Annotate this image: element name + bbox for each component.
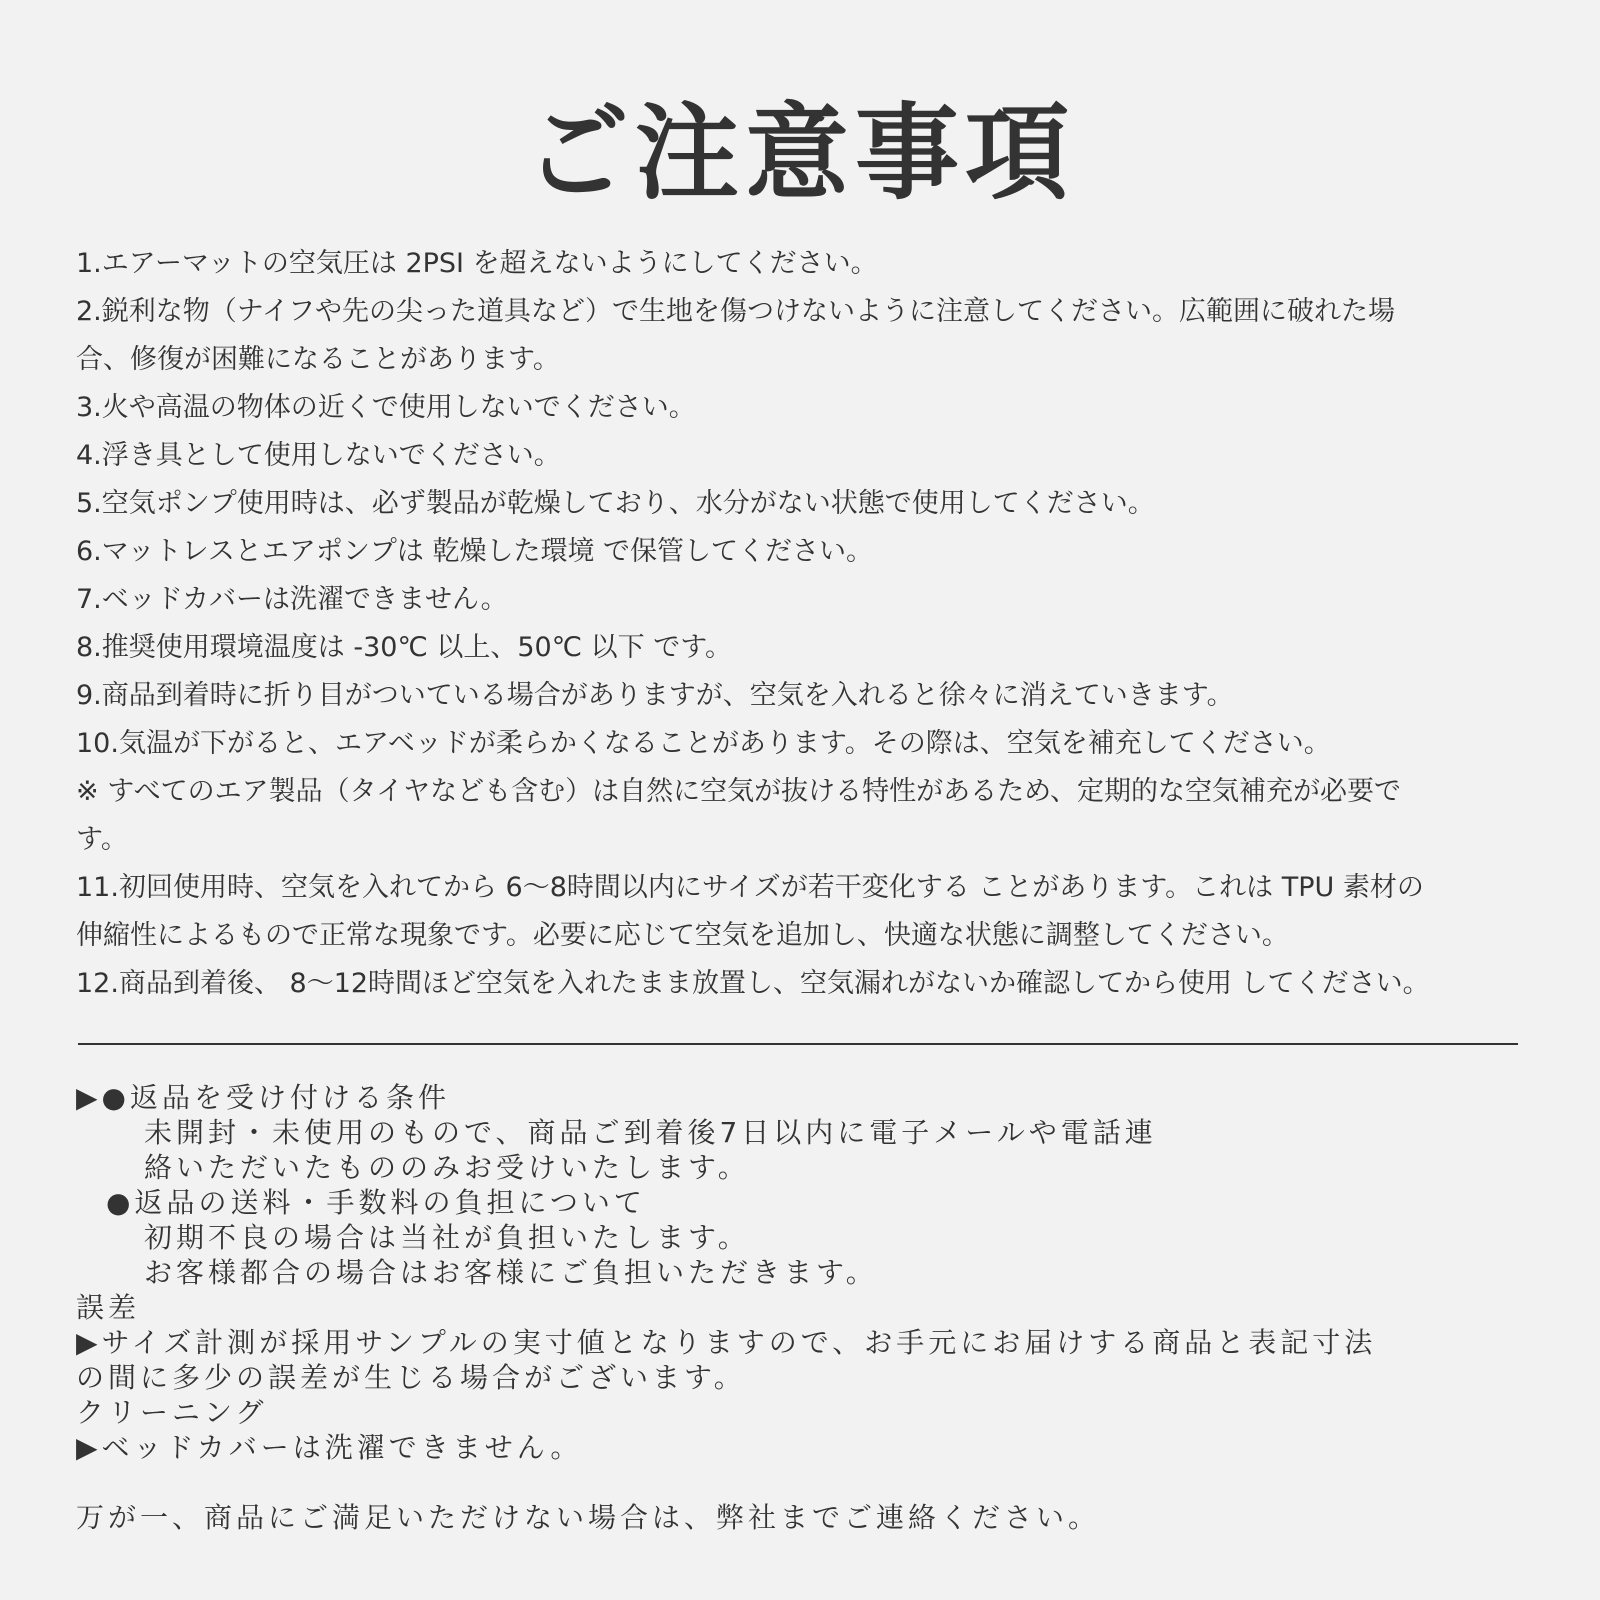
shipping-heading: 返品の送料・手数料の負担について (134, 1186, 646, 1219)
notice-line: 8.推奨使用環境温度は -30℃ 以上、50℃ 以下 です。 (76, 632, 733, 663)
notice-line: 7.ベッドカバーは洗濯できません。 (76, 584, 508, 615)
notice-line: す。 (76, 824, 128, 855)
notice-line: ※ すべてのエア製品（タイヤなども含む）は自然に空気が抜ける特性があるため、定期的な空気補充が必要で (76, 776, 1402, 807)
notice-line: 6.マットレスとエアポンプは 乾燥した環境 で保管してください。 (76, 536, 874, 567)
notice-line: 合、修復が困難になることがあります。 (76, 344, 560, 375)
notice-line: 4.浮き具として使用しないでください。 (76, 440, 561, 471)
notice-line: 9.商品到着時に折り目がついている場合がありますが、空気を入れると徐々に消えていきます。 (76, 680, 1234, 711)
shipping-heading-line (76, 1185, 1556, 1220)
return-heading: 返品を受け付ける条件 (129, 1081, 450, 1114)
return-heading-line (76, 1080, 1556, 1115)
error-text-line (76, 1325, 1556, 1360)
notice-list (76, 240, 1536, 1008)
notice-line: 3.火や高温の物体の近くで使用しないでください。 (76, 392, 696, 423)
shipping-text: お客様都合の場合はお客様にご負担いただきます。 (144, 1256, 878, 1289)
cleaning-text-line (76, 1430, 1556, 1465)
notice-line: 1.エアーマットの空気圧は 2PSI を超えないようにしてください。 (76, 248, 878, 279)
bullet-icon: ● (101, 1081, 130, 1114)
error-heading: 誤差 (76, 1291, 141, 1324)
notice-line: 2.鋭利な物（ナイフや先の尖った道具など）で生地を傷つけないように注意してください。広範囲に破れた場 (76, 296, 1396, 327)
shipping-text: 初期不良の場合は当社が負担いたします。 (144, 1221, 750, 1254)
error-text: の間に多少の誤差が生じる場合がございます。 (76, 1361, 746, 1394)
return-text: 未開封・未使用のもので、商品ご到着後7日以内に電子メールや電話連 (144, 1116, 1157, 1149)
notice-line: 11.初回使用時、空気を入れてから 6～8時間以内にサイズが若干変化する ことがあります。これは TPU 素材の (76, 872, 1424, 903)
notice-line: 伸縮性によるもので正常な現象です。必要に応じて空気を追加し、快適な状態に調整してください。 (76, 920, 1289, 951)
page-title: ご注意事項 (524, 92, 1075, 214)
arrow-icon: ▶ (76, 1081, 102, 1114)
error-text: サイズ計測が採用サンプルの実寸値となりますので、お手元にお届けする商品と表記寸法 (101, 1326, 1377, 1359)
cleaning-heading: クリーニング (76, 1396, 268, 1429)
arrow-icon: ▶ (76, 1326, 102, 1359)
section-divider (78, 1043, 1518, 1045)
closing-message: 万が一、商品にご満足いただけない場合は、弊社までご連絡ください。 (76, 1501, 1101, 1534)
return-policy (76, 1080, 1556, 1465)
cleaning-text: ベッドカバーは洗濯できません。 (101, 1431, 583, 1464)
bullet-icon: ● (106, 1186, 135, 1219)
notice-line: 10.気温が下がると、エアベッドが柔らかくなることがあります。その際は、空気を補充してください。 (76, 728, 1331, 759)
notice-line: 5.空気ポンプ使用時は、必ず製品が乾燥しており、水分がない状態で使用してください。 (76, 488, 1155, 519)
arrow-icon: ▶ (76, 1431, 102, 1464)
notice-line: 12.商品到着後、 8～12時間ほど空気を入れたまま放置し、空気漏れがないか確認してから使用 してください。 (76, 968, 1430, 999)
return-text: 絡いただいたもののみお受けいたします。 (144, 1151, 750, 1184)
